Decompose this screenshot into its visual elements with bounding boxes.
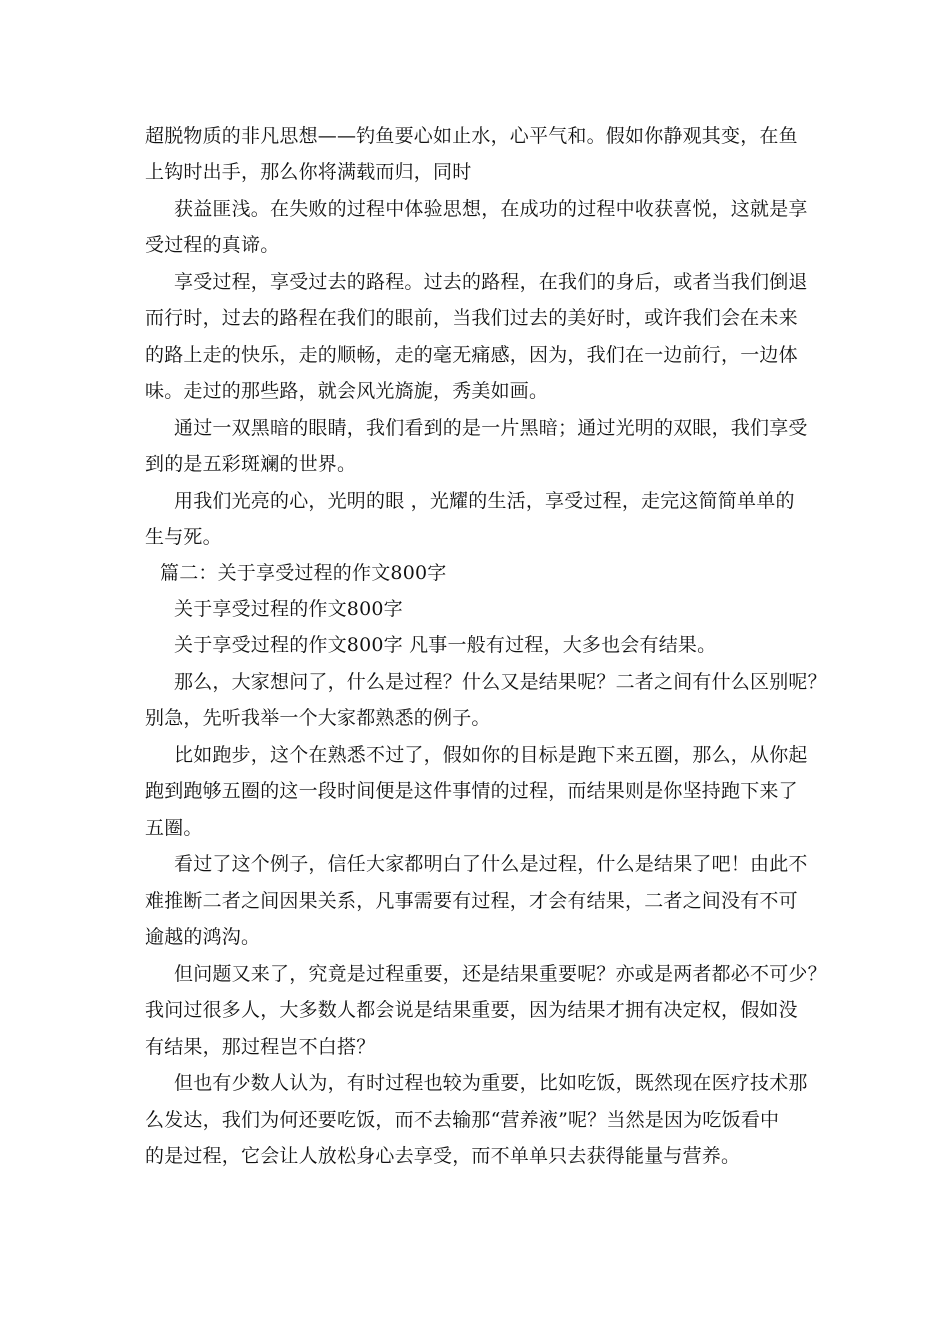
- text-line: 五圈。: [145, 817, 203, 839]
- text-line: 上钩时出手，那么你将满载而归，同时: [145, 161, 472, 183]
- text-line: 受过程的真谛。: [145, 234, 280, 256]
- text-line: 那么，大家想问了，什么是过程？什么又是结果呢？二者之间有什么区别呢？: [174, 671, 827, 693]
- text-line: 别急，先听我举一个大家都熟悉的例子。: [145, 707, 491, 729]
- text-line: 获益匪浅。在失败的过程中体验思想，在成功的过程中收获喜悦，这就是享: [174, 198, 808, 220]
- text-line: 的是过程，它会让人放松身心去享受，而不单单只去获得能量与营养。: [145, 1145, 741, 1167]
- text-line: 超脱物质的非凡思想——钓鱼要心如止水，心平气和。假如你静观其变，在鱼: [145, 125, 798, 147]
- text-line: 味。走过的那些路，就会风光旖旎，秀美如画。: [145, 380, 549, 402]
- text-line: 看过了这个例子，信任大家都明白了什么是过程，什么是结果了吧！由此不: [174, 853, 808, 875]
- article-title: 关于享受过程的作文800字: [174, 598, 403, 620]
- text-line: 但也有少数人认为，有时过程也较为重要，比如吃饭，既然现在医疗技术那: [174, 1072, 808, 1094]
- text-line: 有结果，那过程岂不白搭？: [145, 1036, 376, 1058]
- text-line: 享受过程，享受过去的路程。过去的路程，在我们的身后，或者当我们倒退: [174, 271, 808, 293]
- text-line: 通过一双黑暗的眼睛，我们看到的是一片黑暗；通过光明的双眼，我们享受: [174, 417, 808, 439]
- text-line: 用我们光亮的心，光明的眼 ，光耀的生活，享受过程，走完这简简单单的: [174, 490, 795, 512]
- text-line: 比如跑步，这个在熟悉不过了，假如你的目标是跑下来五圈，那么，从你起: [174, 744, 808, 766]
- section-heading: 篇二：关于享受过程的作文800字: [160, 562, 447, 584]
- text-line: 但问题又来了，究竟是过程重要，还是结果重要呢？亦或是两者都必不可少？: [174, 963, 827, 985]
- text-line: 跑到跑够五圈的这一段时间便是这件事情的过程，而结果则是你坚持跑下来了: [145, 780, 798, 802]
- text-line: 生与死。: [145, 526, 222, 548]
- text-line: 到的是五彩斑斓的世界。: [145, 453, 357, 475]
- text-line: 么发达，我们为何还要吃饭，而不去输那“营养液”呢？当然是因为吃饭看中: [145, 1109, 780, 1131]
- text-line: 关于享受过程的作文800字 凡事一般有过程，大多也会有结果。: [174, 634, 717, 656]
- text-line: 逾越的鸿沟。: [145, 926, 261, 948]
- text-line: 而行时，过去的路程在我们的眼前，当我们过去的美好时，或许我们会在未来: [145, 307, 798, 329]
- text-line: 难推断二者之间因果关系，凡事需要有过程，才会有结果，二者之间没有不可: [145, 890, 798, 912]
- text-line: 我问过很多人，大多数人都会说是结果重要，因为结果才拥有决定权，假如没: [145, 999, 798, 1021]
- text-line: 的路上走的快乐，走的顺畅，走的毫无痛感，因为，我们在一边前行，一边体: [145, 344, 798, 366]
